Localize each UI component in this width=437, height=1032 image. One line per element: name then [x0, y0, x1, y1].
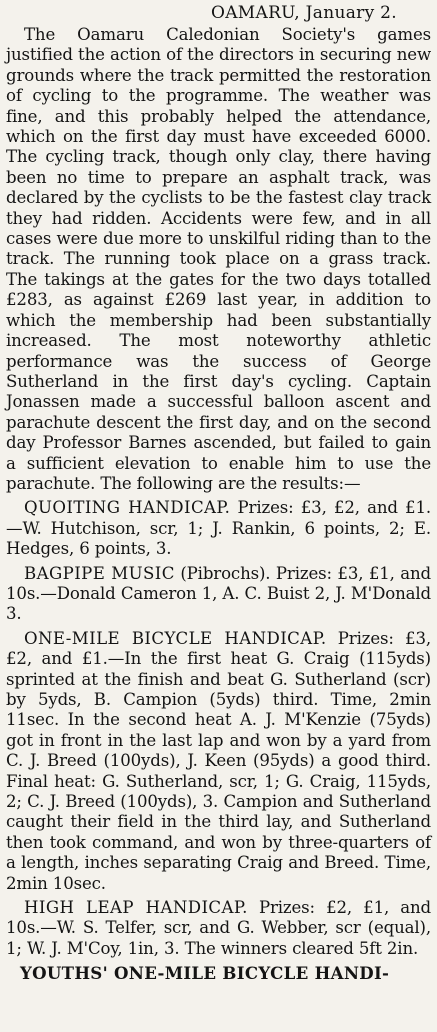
- event-high-leap: [6, 898, 431, 959]
- event-heading: HIGH LEAP HANDICAP.: [24, 898, 248, 918]
- event-bicycle: [6, 629, 431, 894]
- dateline: OAMARU, January 2.: [210, 3, 397, 23]
- event-heading: BAGPIPE MUSIC: [24, 563, 175, 583]
- event-heading: QUOITING HANDICAP.: [24, 498, 231, 518]
- intro-paragraph: The Oamaru Caledonian Society's games justified the action of the directors in securing new grounds where the track permitted the restoration of cycling to the programme. The weather was fine, and this probably helped the attendance, which on the first day must have exceeded 6000. The cycling track, though only clay, there having been no time to prepare an asphalt track, was declared by the cyclists to be the fastest clay track they had ridden. Accidents were few, and in all cases were due more to unskilful riding than to the track. The running took place on a grass track. The takings at the gates for the two days totalled £283, as against £269 last year, in addition to which the membership had been substantially increased. The most noteworthy athletic performance was the success of George Sutherland in the first day's cycling. Captain Jonassen made a successful balloon ascent and parachute descent the first day, and on the second day Professor Barnes ascended, but failed to gain a sufficient elevation to enable him to use the parachute. The following are the results:—: [6, 25, 431, 493]
- event-text: (Pibrochs). Prizes: £3, £1, and 10s.—Donald Cameron 1, A. C. Buist 2, J. M'Donald 3.: [6, 563, 431, 624]
- event-text: Prizes: £3, £2, and £1.—W. Hutchison, scr, 1; J. Rankin, 6 points, 2; E. Hedges, 6 points, 3.: [6, 498, 431, 559]
- event-heading: ONE-MILE BICYCLE HANDICAP.: [24, 628, 327, 648]
- event-text: Prizes: £3, £2, and £1.—In the first heat G. Craig (115yds) sprinted at the finish and beat G. Sutherland (scr) by 5yds, B. Campion (5yds) third. Time, 2min 11sec. In the second heat A. J. M'Kenzie (75yds) got in front in the last lap and won by a yard from C. J. Breed (100yds), J. Keen (95yds) a good third. Final heat: G. Sutherland, scr, 1; G. Craig, 115yds, 2; C. J. Breed (100yds), 3. Campion and Sutherland caught their field in the third lay, and Sutherland then took command, and won by three-quarters of a length, inches separating Craig and Breed. Time, 2min 10sec.: [6, 628, 432, 893]
- event-bagpipe: [6, 564, 431, 625]
- event-text: Prizes: £2, £1, and 10s.—W. S. Telfer, scr, and G. Webber, scr (equal), 1; W. J. M'Coy, 1in, 3. The winners cleared 5ft 2in.: [6, 898, 431, 958]
- event-quoiting: [6, 498, 431, 559]
- youths-bicycle-heading: YOUTHS' ONE-MILE BICYCLE HANDI-: [20, 963, 390, 984]
